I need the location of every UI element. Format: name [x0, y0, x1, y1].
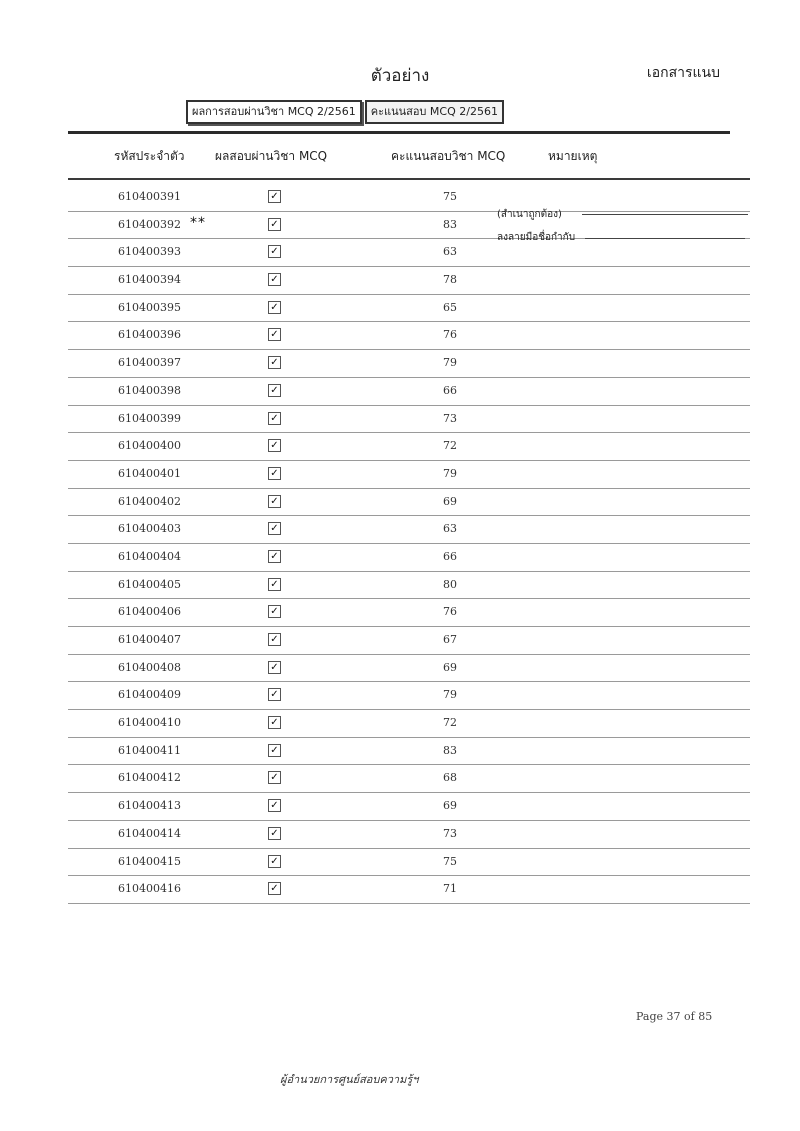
student-id: 610400400 — [118, 439, 181, 453]
table-row — [68, 212, 750, 240]
table-row — [68, 876, 750, 904]
student-id: 610400391 — [118, 190, 181, 203]
score-value: 69 — [443, 799, 457, 813]
score-value: 73 — [443, 826, 457, 840]
column-header-student-id: รหัสประจำตัว — [114, 149, 185, 163]
pass-checkbox[interactable]: ✓ — [268, 550, 281, 563]
pass-checkbox[interactable]: ✓ — [268, 301, 281, 314]
table-row — [68, 433, 750, 461]
score-value: 63 — [443, 522, 457, 536]
table-row — [68, 682, 750, 710]
pass-checkbox[interactable]: ✓ — [268, 688, 281, 701]
column-header-remark: หมายเหตุ — [548, 149, 598, 163]
signature-line — [585, 238, 745, 239]
header-rule-bottom — [68, 178, 750, 180]
student-id: 610400392 — [118, 217, 181, 231]
score-value: 72 — [443, 439, 457, 453]
score-value: 75 — [443, 190, 457, 203]
score-value: 78 — [443, 273, 457, 287]
score-value: 67 — [443, 633, 457, 646]
student-id: 610400415 — [118, 854, 181, 868]
score-value: 83 — [443, 743, 457, 757]
student-id: 610400399 — [118, 411, 181, 425]
table-row — [68, 572, 750, 600]
page-number: Page 37 of 85 — [636, 1010, 713, 1023]
certified-copy-label: (สำเนาถูกต้อง) — [497, 209, 562, 220]
row-mark: ** — [190, 214, 206, 231]
score-value: 83 — [443, 217, 457, 231]
table-row — [68, 350, 750, 378]
column-header-pass-result: ผลสอบผ่านวิชา MCQ — [215, 149, 328, 163]
score-value: 63 — [443, 245, 457, 259]
pass-checkbox[interactable]: ✓ — [268, 439, 281, 452]
student-id: 610400402 — [118, 494, 181, 508]
table-row — [68, 461, 750, 489]
score-value: 75 — [443, 854, 457, 868]
score-value: 73 — [443, 411, 457, 425]
pass-checkbox[interactable]: ✓ — [268, 744, 281, 757]
student-id: 610400407 — [118, 633, 181, 646]
pass-checkbox[interactable]: ✓ — [268, 245, 281, 258]
pass-checkbox[interactable]: ✓ — [268, 384, 281, 397]
student-id: 610400404 — [118, 549, 181, 563]
pass-checkbox[interactable]: ✓ — [268, 605, 281, 618]
table-row — [68, 295, 750, 323]
student-id: 610400396 — [118, 328, 181, 342]
score-value: 71 — [443, 882, 457, 896]
pass-checkbox[interactable]: ✓ — [268, 495, 281, 508]
tab-pass-result[interactable]: ผลการสอบผ่านวิชา MCQ 2/2561 — [186, 100, 362, 124]
pass-checkbox[interactable]: ✓ — [268, 578, 281, 591]
tab-score[interactable]: คะแนนสอบ MCQ 2/2561 — [365, 100, 504, 124]
table-row — [68, 710, 750, 738]
table-row — [68, 489, 750, 517]
table-row — [68, 544, 750, 572]
table-row — [68, 516, 750, 544]
student-id: 610400409 — [118, 688, 181, 702]
column-header-score: คะแนนสอบวิชา MCQ — [391, 149, 506, 163]
student-id: 610400406 — [118, 605, 181, 619]
score-value: 80 — [443, 577, 457, 591]
table-row — [68, 793, 750, 821]
table-row — [68, 239, 750, 267]
student-id: 610400398 — [118, 383, 181, 397]
pass-checkbox[interactable]: ✓ — [268, 356, 281, 369]
pass-checkbox[interactable]: ✓ — [268, 328, 281, 341]
pass-checkbox[interactable]: ✓ — [268, 218, 281, 231]
attachment-label: เอกสารแนบ — [646, 65, 720, 81]
column-headers — [0, 147, 800, 167]
table-row — [68, 378, 750, 406]
pass-checkbox[interactable]: ✓ — [268, 799, 281, 812]
pass-checkbox[interactable]: ✓ — [268, 273, 281, 286]
student-id: 610400408 — [118, 660, 181, 674]
table-row — [68, 322, 750, 350]
director-signature: ผู้อำนวยการศูนย์สอบความรู้ฯ — [280, 1073, 419, 1086]
table-row — [68, 765, 750, 793]
table-row — [68, 627, 750, 655]
score-value: 79 — [443, 356, 457, 370]
student-id: 610400401 — [118, 466, 181, 480]
score-value: 68 — [443, 771, 457, 785]
student-id: 610400412 — [118, 771, 181, 785]
score-value: 66 — [443, 383, 457, 397]
score-value: 72 — [443, 716, 457, 730]
score-value: 76 — [443, 328, 457, 342]
score-value: 79 — [443, 688, 457, 702]
student-id: 610400413 — [118, 799, 181, 813]
pass-checkbox[interactable]: ✓ — [268, 855, 281, 868]
table-row — [68, 406, 750, 434]
pass-checkbox[interactable]: ✓ — [268, 633, 281, 646]
score-value: 65 — [443, 300, 457, 314]
student-id: 610400394 — [118, 273, 181, 287]
pass-checkbox[interactable]: ✓ — [268, 716, 281, 729]
pass-checkbox[interactable]: ✓ — [268, 771, 281, 784]
student-id: 610400411 — [118, 743, 181, 757]
table-row — [68, 738, 750, 766]
table-row — [68, 849, 750, 877]
student-id: 610400395 — [118, 300, 181, 314]
student-id: 610400414 — [118, 826, 181, 840]
score-value: 66 — [443, 549, 457, 563]
table-row — [68, 821, 750, 849]
pass-checkbox[interactable]: ✓ — [268, 661, 281, 674]
certified-copy-line — [582, 214, 748, 215]
student-id: 610400397 — [118, 356, 181, 370]
pass-checkbox[interactable]: ✓ — [268, 882, 281, 895]
pass-checkbox[interactable]: ✓ — [268, 467, 281, 480]
header-rule-top — [68, 131, 730, 134]
score-value: 76 — [443, 605, 457, 619]
student-id: 610400403 — [118, 522, 181, 536]
pass-checkbox[interactable]: ✓ — [268, 522, 281, 535]
score-value: 69 — [443, 660, 457, 674]
student-id: 610400410 — [118, 716, 181, 730]
score-value: 79 — [443, 466, 457, 480]
table-row — [68, 599, 750, 627]
sheet-tabs — [186, 100, 504, 124]
student-id: 610400405 — [118, 577, 181, 591]
page-title: ตัวอย่าง — [370, 66, 430, 86]
pass-checkbox[interactable]: ✓ — [268, 190, 281, 203]
student-id: 610400416 — [118, 882, 181, 896]
table-row — [68, 655, 750, 683]
pass-checkbox[interactable]: ✓ — [268, 827, 281, 840]
results-table — [68, 184, 750, 904]
signature-label: ลงลายมือชื่อกำกับ — [497, 232, 576, 243]
score-value: 69 — [443, 494, 457, 508]
table-row — [68, 184, 750, 212]
table-row — [68, 267, 750, 295]
student-id: 610400393 — [118, 245, 181, 259]
pass-checkbox[interactable]: ✓ — [268, 412, 281, 425]
